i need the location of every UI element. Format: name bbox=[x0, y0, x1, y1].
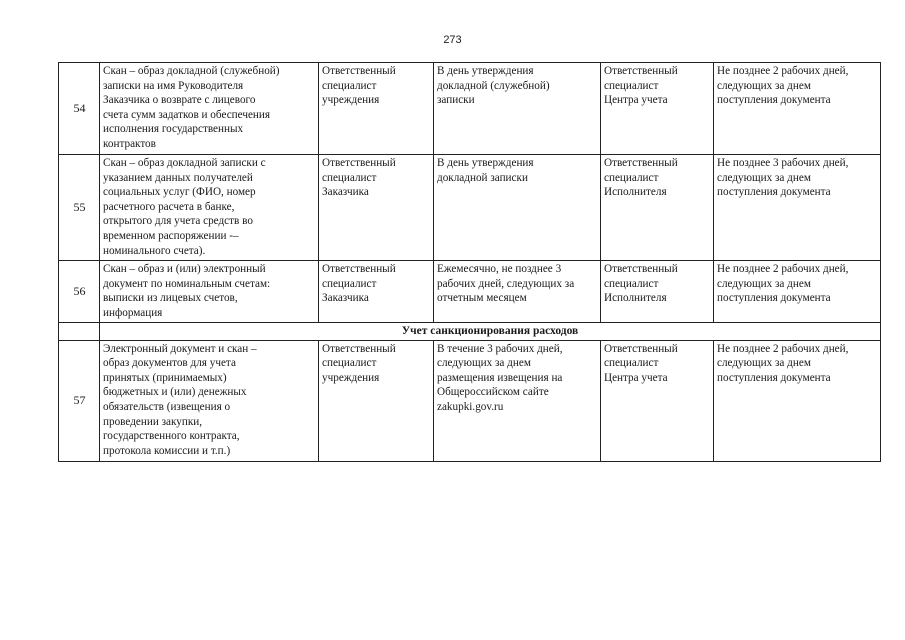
responsible-cell: Ответственный специалист учреждения bbox=[319, 63, 434, 155]
responsible-cell: Ответственный специалист Заказчика bbox=[319, 155, 434, 261]
table-row bbox=[59, 63, 881, 155]
section-header-row bbox=[59, 323, 881, 341]
document-cell: Скан – образ докладной (служебной) записки на имя Руководителя Заказчика о возврате с лицевого счета сумм задатков и обеспечения исполнения государственных контрактов bbox=[100, 63, 319, 155]
table-row bbox=[59, 155, 881, 261]
row-number: 54 bbox=[59, 63, 100, 155]
deadline-cell: Не позднее 2 рабочих дней, следующих за днем поступления документа bbox=[714, 340, 881, 461]
deadline-cell: Не позднее 3 рабочих дней, следующих за днем поступления документа bbox=[714, 155, 881, 261]
deadline-cell: Не позднее 2 рабочих дней, следующих за днем поступления документа bbox=[714, 261, 881, 323]
document-table bbox=[58, 62, 881, 462]
document-cell: Электронный документ и скан – образ документов для учета принятых (принимаемых) бюджетных и (или) денежных обязательств (извещения о проведении закупки, государственного контракта, протокола комиссии и т.п.) bbox=[100, 340, 319, 461]
recipient-cell: Ответственный специалист Центра учета bbox=[601, 63, 714, 155]
row-number: 57 bbox=[59, 340, 100, 461]
page-number: 273 bbox=[443, 34, 462, 46]
responsible-cell: Ответственный специалист Заказчика bbox=[319, 261, 434, 323]
row-number: 56 bbox=[59, 261, 100, 323]
recipient-cell: Ответственный специалист Исполнителя bbox=[601, 261, 714, 323]
term-cell: В течение 3 рабочих дней, следующих за днем размещения извещения на Общероссийском сайте zakupki.gov.ru bbox=[434, 340, 601, 461]
deadline-cell: Не позднее 2 рабочих дней, следующих за днем поступления документа bbox=[714, 63, 881, 155]
term-cell: В день утверждения докладной (служебной) записки bbox=[434, 63, 601, 155]
table-row bbox=[59, 261, 881, 323]
section-number-cell bbox=[59, 323, 100, 341]
document-cell: Скан – образ докладной записки с указанием данных получателей социальных услуг (ФИО, номер расчетного расчета в банке, открытого для учета средств во временном распоряжении -– номинального счета). bbox=[100, 155, 319, 261]
responsible-cell: Ответственный специалист учреждения bbox=[319, 340, 434, 461]
section-title: Учет санкционирования расходов bbox=[100, 323, 881, 341]
document-cell: Скан – образ и (или) электронный документ по номинальным счетам: выписки из лицевых счетов, информация bbox=[100, 261, 319, 323]
table-row bbox=[59, 340, 881, 461]
row-number: 55 bbox=[59, 155, 100, 261]
term-cell: В день утверждения докладной записки bbox=[434, 155, 601, 261]
recipient-cell: Ответственный специалист Центра учета bbox=[601, 340, 714, 461]
recipient-cell: Ответственный специалист Исполнителя bbox=[601, 155, 714, 261]
term-cell: Ежемесячно, не позднее 3 рабочих дней, следующих за отчетным месяцем bbox=[434, 261, 601, 323]
